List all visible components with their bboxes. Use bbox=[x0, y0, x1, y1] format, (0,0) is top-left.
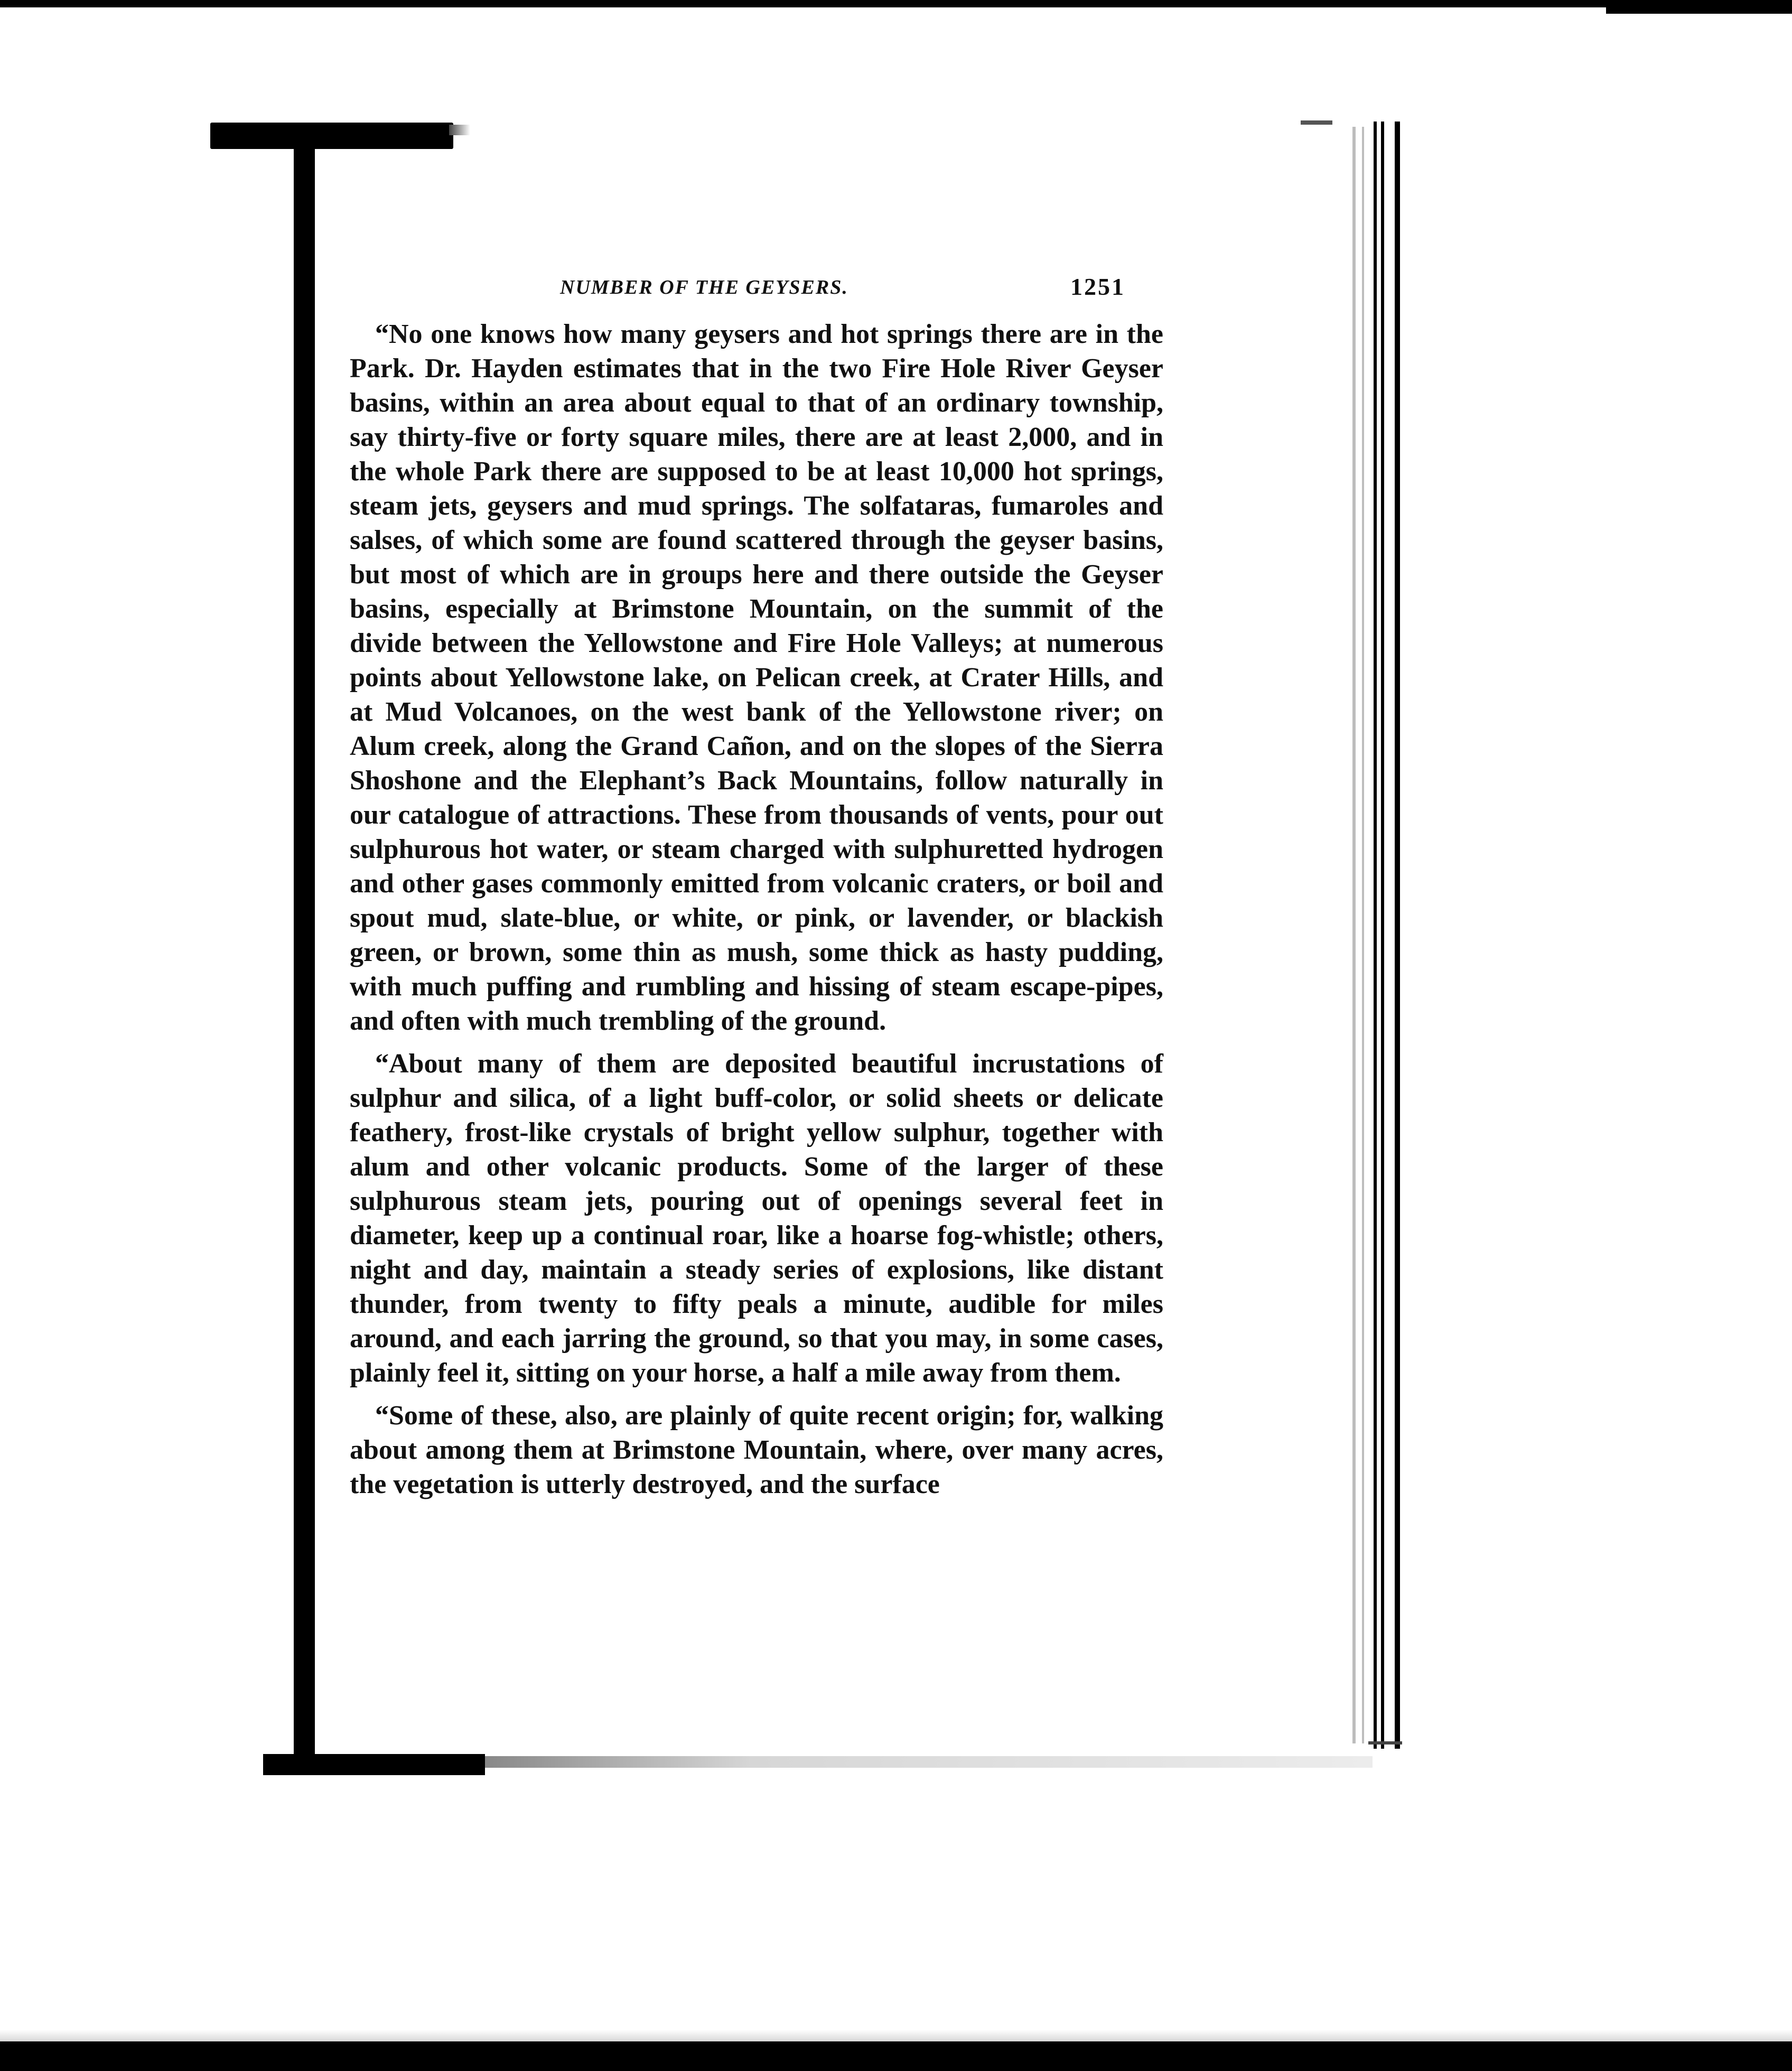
page-edge-bottom bbox=[1368, 1741, 1402, 1745]
page-edge-line bbox=[1395, 122, 1400, 1749]
body-text bbox=[350, 317, 1163, 1501]
paragraph: “Some of these, also, are plainly of quite recent origin; for, walking about among them at Brimstone Mountain, where, over many acres, the vegetation is utterly destroyed, and the surface bbox=[350, 1401, 1163, 1499]
page-number: 1251 bbox=[1070, 273, 1125, 300]
bracket-vertical-bar bbox=[294, 136, 315, 1765]
running-head: NUMBER OF THE GEYSERS. bbox=[560, 276, 848, 298]
scan-border-top bbox=[0, 0, 1792, 7]
scan-border-top-right bbox=[1606, 0, 1792, 14]
page-bottom-edge-shadow bbox=[485, 1756, 1373, 1768]
bracket-bottom-bar bbox=[263, 1754, 485, 1775]
page-edge-line bbox=[1374, 122, 1377, 1749]
page-edge-line bbox=[1381, 122, 1384, 1749]
paragraph: “About many of them are deposited beautiful incrustations of sulphur and silica, of a light buff-color, or solid sheets or delicate feathery, frost-like crystals of bright yellow sulphur, together with alum and other volcanic products. Some of the larger of these sulphurous steam jets, pouring out of openings several feet in diameter, keep up a continual roar, like a hoarse fog-whistle; others, night and day, maintain a steady series of explosions, like distant thunder, from twenty to fifty peals a minute, audible for miles around, and each jarring the ground, so that you may, in some cases, plainly feel it, sitting on your horse, a half a mile away from them. bbox=[350, 1049, 1163, 1388]
bracket-top-fade bbox=[449, 125, 470, 135]
page-header bbox=[560, 273, 1125, 307]
paragraph: “No one knows how many geysers and hot springs there are in the Park. Dr. Hayden estimates that in the two Fire Hole River Geyser basins, within an area about equal to that of an ordinary township, say thirty-five or forty square miles, there are at least 2,000, and in the whole Park there are supposed to be at least 10,000 hot springs, steam jets, geysers and mud springs. The solfataras, fumaroles and salses, of which some are found scattered through the geyser basins, but most of which are in groups here and there outside the Geyser basins, especially at Brimstone Mountain, on the summit of the divide between the Yellowstone and Fire Hole Valleys; at numerous points about Yellowstone lake, on Pelican creek, at Crater Hills, and at Mud Volcanoes, on the west bank of the Yellowstone river; on Alum creek, along the Grand Cañon, and on the slopes of the Sierra Shoshone and the Elephant’s Back Mountains, follow naturally in our catalogue of attractions. These from thousands of vents, pour out sulphurous hot water, or steam charged with sulphuretted hydrogen and other gases commonly emitted from volcanic craters, or boil and spout mud, slate-blue, or white, or pink, or lavender, or blackish green, or brown, some thin as mush, some thick as hasty pudding, with much puffing and rumbling and hissing of steam escape-pipes, and often with much trembling of the ground. bbox=[350, 319, 1163, 1036]
bracket-top-bar bbox=[210, 123, 453, 149]
page-edge-line bbox=[1362, 127, 1364, 1743]
page-edge-tab bbox=[1301, 120, 1332, 125]
scan-border-bottom-shadow bbox=[0, 2030, 1792, 2041]
page-edge-line bbox=[1352, 127, 1356, 1743]
scan-border-bottom bbox=[0, 2041, 1792, 2071]
